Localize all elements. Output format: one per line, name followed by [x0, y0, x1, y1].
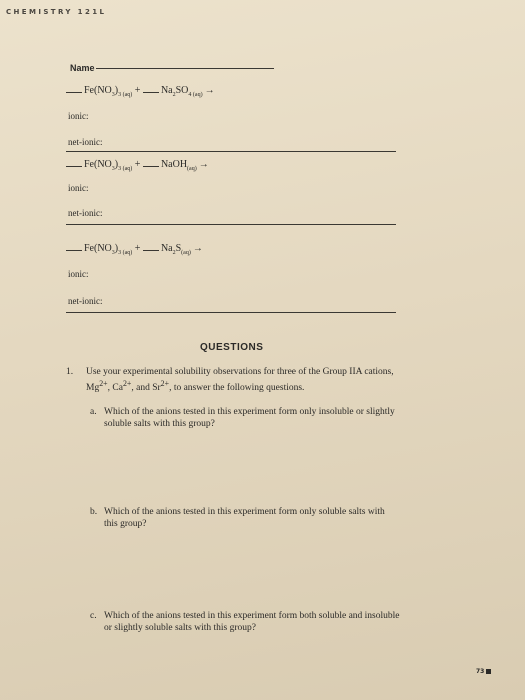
subscript: 3	[111, 250, 115, 256]
subscript: (aq)	[181, 250, 191, 256]
question-1-line-2	[86, 378, 416, 394]
ion-charge: 2+	[122, 379, 132, 388]
ion-charge: 2+	[160, 379, 170, 388]
coefficient-blank[interactable]	[66, 92, 82, 93]
question-c	[104, 610, 434, 634]
question-a-line-1: Which of the anions tested in this experiment form only insoluble or slightly	[104, 407, 395, 417]
net-ionic-label: net-ionic:	[68, 296, 103, 306]
arrow-icon: →	[204, 85, 215, 96]
subscript: 4 (aq)	[188, 92, 203, 98]
reactant: Na	[160, 243, 173, 254]
name-line[interactable]	[96, 68, 274, 69]
question-c-line-2: or slightly soluble salts with this group?	[104, 623, 256, 633]
question-1-number: 1.	[66, 367, 74, 377]
separator: ,	[107, 383, 113, 394]
coefficient-blank[interactable]	[143, 250, 159, 251]
plus-sign: +	[134, 85, 141, 96]
reactant-part: SO	[175, 85, 189, 96]
paren: )	[114, 159, 119, 170]
net-ionic-label: net-ionic:	[68, 137, 103, 147]
questions-heading: QUESTIONS	[200, 342, 264, 353]
course-header: CHEMISTRY 121L	[6, 8, 107, 16]
question-1	[86, 366, 416, 394]
subscript: 3	[111, 166, 115, 172]
question-a-letter: a.	[90, 407, 97, 417]
reactant: Fe(NO	[84, 243, 112, 254]
ion-charge: 2+	[99, 379, 108, 388]
question-c-letter: c.	[90, 611, 97, 621]
subscript: 3 (aq)	[118, 250, 133, 256]
separator: , and	[131, 383, 153, 394]
question-a	[104, 406, 424, 430]
paren: )	[114, 85, 119, 96]
question-1-tail: , to answer the following questions.	[169, 383, 305, 394]
subscript: (aq)	[187, 166, 197, 172]
name-label: Name	[70, 63, 95, 73]
paren: )	[114, 243, 119, 254]
page-number-text: 73	[476, 668, 485, 675]
reaction-3	[66, 243, 203, 256]
ionic-label: ionic:	[68, 183, 89, 193]
question-a-line-2: soluble salts with this group?	[104, 419, 215, 429]
answer-line[interactable]	[66, 312, 396, 313]
reactant: NaOH	[160, 159, 188, 170]
reaction-1	[66, 85, 215, 98]
subscript: 3 (aq)	[118, 92, 133, 98]
reactant: Na	[160, 85, 173, 96]
ion-mg: Mg	[86, 383, 100, 394]
answer-line[interactable]	[66, 151, 396, 152]
net-ionic-label: net-ionic:	[68, 208, 103, 218]
arrow-icon: →	[198, 159, 209, 170]
ion-sr: Sr	[152, 383, 161, 394]
question-b-line-2: this group?	[104, 519, 147, 529]
question-b	[104, 506, 424, 530]
question-b-line-1: Which of the anions tested in this experiment form only soluble salts with	[104, 507, 385, 517]
plus-sign: +	[134, 243, 141, 254]
question-c-line-1: Which of the anions tested in this experiment form both soluble and insoluble	[104, 611, 400, 621]
ionic-label: ionic:	[68, 111, 89, 121]
coefficient-blank[interactable]	[66, 250, 82, 251]
coefficient-blank[interactable]	[143, 166, 159, 167]
coefficient-blank[interactable]	[143, 92, 159, 93]
answer-line[interactable]	[66, 224, 396, 225]
page-number	[476, 668, 491, 675]
reaction-2	[66, 159, 209, 172]
reactant: Fe(NO	[84, 159, 112, 170]
ionic-label: ionic:	[68, 269, 89, 279]
subscript: 3	[111, 92, 115, 98]
reactant: Fe(NO	[84, 85, 112, 96]
plus-sign: +	[134, 159, 141, 170]
subscript: 2	[172, 250, 176, 256]
question-b-letter: b.	[90, 507, 98, 517]
reactant-part: S	[175, 243, 182, 254]
page-marker-icon	[486, 669, 491, 674]
question-1-line-1: Use your experimental solubility observations for three of the Group IIA cations,	[86, 367, 394, 377]
arrow-icon: →	[192, 243, 203, 254]
subscript: 3 (aq)	[118, 166, 133, 172]
ion-ca: Ca	[112, 383, 123, 394]
subscript: 2	[172, 92, 176, 98]
coefficient-blank[interactable]	[66, 166, 82, 167]
